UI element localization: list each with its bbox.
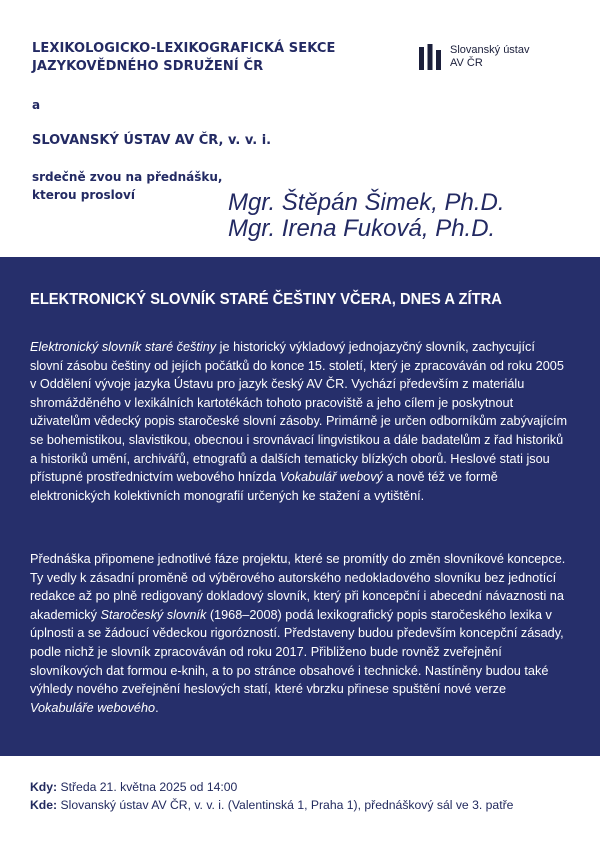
invitation-line-2: kterou prosloví — [32, 188, 135, 202]
institute-logo — [418, 44, 529, 70]
speaker-name: Mgr. Štěpán Šimek, Ph.D. — [228, 189, 505, 216]
dictionary-name: Staročeský slovník — [100, 607, 207, 622]
when-label: Kdy: — [30, 780, 58, 794]
organizer-primary — [32, 40, 335, 76]
conjunction: a — [32, 98, 41, 112]
dictionary-name: Elektronický slovník staré češtiny — [30, 340, 217, 354]
speakers — [228, 190, 505, 242]
event-when — [30, 778, 513, 796]
speaker-name: Mgr. Irena Fuková, Ph.D. — [228, 215, 496, 242]
invitation-text — [32, 168, 222, 204]
organizer-line-1: LEXIKOLOGICKO-LEXIKOGRAFICKÁ SEKCE — [32, 41, 336, 56]
logo-line-2: AV ČR — [450, 57, 483, 69]
abstract-paragraph-2 — [30, 550, 570, 717]
organizer-line-2: JAZYKOVĚDNÉHO SDRUŽENÍ ČR — [32, 59, 264, 74]
where-label: Kde: — [30, 798, 58, 812]
logo-line-1: Slovanský ústav — [450, 44, 530, 56]
event-where — [30, 796, 513, 814]
website-name: Vokabulář webový — [279, 470, 383, 485]
event-info — [30, 778, 513, 814]
website-name: Vokabuláře webového — [30, 700, 156, 715]
text-span: je historický výkladový jednojazyčný slovník, zachycující slovní zásobu češtiny od jejích počátků do konce 15. století, který je zpracováván od roku 2005 v Oddělení vývoje jazyka Ústavu pro jazyk český AV ČR. Vychází především z materiálu shromážděného v lexikálních kartotékách tohoto pracoviště a jeho cílem je poskytnout uživatelům vědecký popis staročeské slovní zásoby. Primárně je určen odborníkům zabývajícím se bohemistikou, slavistikou, obecnou i srovnávací lingvistikou a dále badatelům z řad historiků a historiků umění, archivářů, etnografů a dalších tematicky blízkých oborů. Heslové stati jsou přístupné prostřednictvím webového hnízda — [30, 340, 568, 485]
when-value: Středa 21. května 2025 od 14:00 — [57, 780, 238, 794]
logo-text — [450, 44, 529, 70]
where-value: Slovanský ústav AV ČR, v. v. i. (Valentinská 1, Praha 1), přednáškový sál ve 3. patře — [57, 798, 514, 812]
text-span: . — [155, 700, 159, 715]
text-span: a nově též ve formě elektronických kolektivních monografií určených ke stažení a vytištění. — [30, 470, 498, 503]
organizer-secondary: SLOVANSKÝ ÚSTAV AV ČR, v. v. i. — [32, 133, 272, 148]
abstract-paragraph-1 — [30, 338, 570, 505]
text-span: (1968–2008) podá lexikografický popis staročeského lexika v úplnosti a se žádoucí vědeckou rigorózností. Představeny budou především koncepční zásady, podle nichž je slovník zpracováván od roku 2017. Přibliženo bude rovněž zveřejnění slovníkových dat formou e-knih, a to po stránce obsahové i technické. Nastíněny budou také výhledy nového zveřejnění heslových statí, které vbrzku přinese spuštění nové verze — [30, 607, 564, 697]
invitation-line-1: srdečně zvou na přednášku, — [32, 170, 223, 184]
columns-logo-icon — [418, 44, 442, 70]
lecture-title: ELEKTRONICKÝ SLOVNÍK STARÉ ČEŠTINY VČERA, DNES A ZÍTRA — [30, 291, 502, 308]
text-span: Přednáška připomene jednotlivé fáze projektu, které se promítly do změn slovníkové koncepce. Ty vedly k zásadní proměně od výběrového autorského nedokladového slovníku bez jednotící redakce až po plně redigovaný dokladový slovník, který při koncepční i abecední návaznosti na akademický — [30, 552, 566, 622]
